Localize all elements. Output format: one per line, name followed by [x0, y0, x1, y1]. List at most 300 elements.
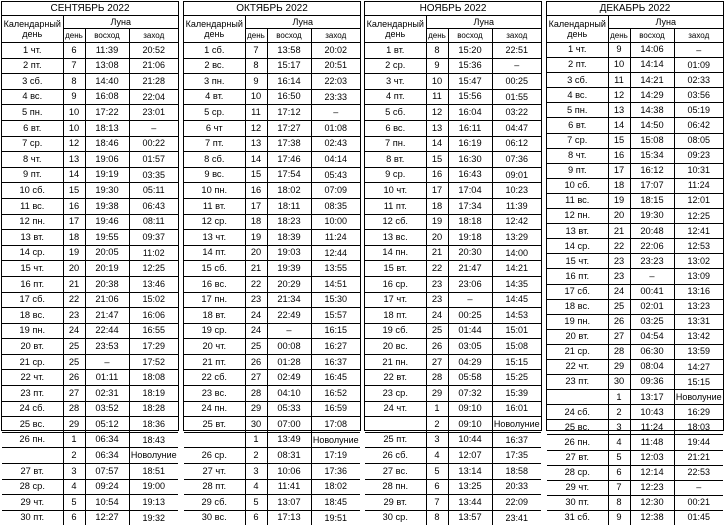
moon-day: 7 — [426, 495, 448, 511]
moon-day: 14 — [63, 167, 85, 183]
moonrise-time: 13:08 — [85, 58, 129, 74]
moonset-time: 02:43 — [311, 136, 360, 152]
calendar-day: 13 вт. — [547, 224, 608, 239]
month-title: СЕНТЯБРЬ 2022 — [2, 2, 178, 16]
moon-day: 15 — [245, 167, 267, 183]
moonset-time: 18:58 — [492, 464, 541, 480]
moonrise-time: 20:38 — [85, 276, 129, 292]
moonset-time: 08:35 — [311, 198, 360, 214]
moon-day: 16 — [245, 183, 267, 199]
moonrise-time: 15:56 — [448, 89, 492, 105]
moonrise-time: 13:58 — [267, 43, 311, 59]
moon-day: 7 — [63, 58, 85, 74]
moon-day: 6 — [63, 510, 85, 525]
table-row — [365, 43, 541, 59]
table-row — [365, 120, 541, 136]
table-row — [547, 435, 723, 450]
table-row — [547, 329, 723, 344]
calendar-day: 5 ср. — [184, 105, 245, 121]
calendar-day: 29 чт. — [2, 495, 63, 511]
moonrise-time: 02:31 — [85, 386, 129, 402]
calendar-day — [365, 417, 426, 433]
moon-day: 25 — [63, 339, 85, 355]
moonrise-time: 17:04 — [448, 183, 492, 199]
calendar-day: 7 ср. — [547, 133, 608, 148]
calendar-day: 8 сб. — [184, 152, 245, 168]
calendar-day: 7 пн. — [365, 136, 426, 152]
moon-day: 10 — [608, 58, 630, 73]
moonset-time: 16:29 — [674, 405, 723, 420]
moon-day: 15 — [63, 183, 85, 199]
table-row — [547, 480, 723, 495]
moonrise-time: 13:57 — [448, 510, 492, 525]
moonset-time: 10:23 — [492, 183, 541, 199]
moon-day: 20 — [426, 230, 448, 246]
moonrise-time: 14:06 — [630, 43, 674, 58]
calendar-day: 17 сб. — [2, 292, 63, 308]
moonrise-time: 01:44 — [448, 323, 492, 339]
moonrise-time: 20:29 — [267, 276, 311, 292]
table-row — [547, 148, 723, 163]
calendar-day: 22 сб. — [184, 370, 245, 386]
table-row — [365, 292, 541, 308]
calendar-day: 16 пт. — [2, 276, 63, 292]
moon-day: 4 — [608, 435, 630, 450]
calendar-day: 1 чт. — [2, 43, 63, 59]
moonrise-time: 13:17 — [630, 390, 674, 405]
table-row — [184, 464, 360, 480]
calendar-day: 20 чт. — [184, 339, 245, 355]
moonrise-time: 16:08 — [85, 89, 129, 105]
moonrise-time: 17:22 — [85, 105, 129, 121]
table-row — [365, 495, 541, 511]
moonset-time: 18:08 — [129, 370, 178, 386]
calendar-day: 5 сб. — [365, 105, 426, 121]
calendar-day: 17 сб. — [547, 284, 608, 299]
calendar-day: 11 пт. — [365, 198, 426, 214]
moonset-time: 01:55 — [492, 89, 541, 105]
table-row — [547, 254, 723, 269]
moonrise-time: 03:25 — [630, 314, 674, 329]
moonset-time: 06:12 — [492, 136, 541, 152]
moonset-time: 13:59 — [674, 344, 723, 359]
calendar-day: 26 ср. — [184, 448, 245, 464]
table-row — [2, 495, 178, 511]
moon-day-header: день — [245, 29, 267, 43]
moonrise-time: 16:50 — [267, 89, 311, 105]
moonrise-time: 18:02 — [267, 183, 311, 199]
moon-day: 16 — [63, 198, 85, 214]
moonset-time: 03:35 — [129, 167, 178, 183]
moonset-time: 00:21 — [674, 495, 723, 510]
moon-day: 13 — [426, 120, 448, 136]
moon-day: 20 — [245, 245, 267, 261]
moonrise-time: 16:19 — [448, 136, 492, 152]
calendar-day: 25 вс. — [547, 420, 608, 435]
calendar-day: 12 сб. — [365, 214, 426, 230]
moon-day: 27 — [426, 354, 448, 370]
moonset-time: 15:25 — [492, 370, 541, 386]
moon-day: 24 — [426, 308, 448, 324]
table-row — [2, 370, 178, 386]
moonset-time: 19:44 — [674, 435, 723, 450]
table-row — [547, 239, 723, 254]
calendar-day: 4 пт. — [365, 89, 426, 105]
moonset-header: заход — [311, 29, 360, 43]
moonset-time: 06:42 — [674, 118, 723, 133]
moon-day: 20 — [63, 261, 85, 277]
calendar-day: 10 пн. — [184, 183, 245, 199]
table-row — [2, 292, 178, 308]
moonset-time: 15:15 — [492, 354, 541, 370]
moonrise-time: 12:07 — [448, 448, 492, 464]
calendar-day-header: Календарный день — [365, 16, 426, 43]
moonrise-time: 12:14 — [630, 465, 674, 480]
calendar-day: 27 вт. — [2, 464, 63, 480]
moon-day: 14 — [245, 152, 267, 168]
moonset-time: 22:53 — [674, 465, 723, 480]
table-row — [547, 58, 723, 73]
moonset-time: 20:33 — [492, 479, 541, 495]
moon-day: 1 — [245, 432, 267, 448]
moonrise-time: 19:55 — [85, 230, 129, 246]
month-title: НОЯБРЬ 2022 — [365, 2, 541, 16]
moon-day: 15 — [426, 152, 448, 168]
moonrise-time: 19:30 — [630, 209, 674, 224]
moonrise-time: 12:38 — [630, 510, 674, 525]
table-row — [2, 323, 178, 339]
moon-day: 22 — [63, 292, 85, 308]
moonset-time: 23:01 — [129, 105, 178, 121]
moonrise-time: 09:10 — [448, 401, 492, 417]
table-row — [547, 344, 723, 359]
moonset-time: 19:32 — [142, 512, 166, 523]
table-row — [2, 105, 178, 121]
calendar-day: 19 пн. — [2, 323, 63, 339]
moonset-time: 14:53 — [492, 308, 541, 324]
calendar-day: 12 ср. — [184, 214, 245, 230]
moonset-time: 22:51 — [492, 43, 541, 59]
table-row — [184, 198, 360, 214]
moonset-header: заход — [674, 29, 723, 43]
moonrise-time: 22:49 — [267, 308, 311, 324]
moonset-time: 20:02 — [311, 43, 360, 59]
table-row — [184, 58, 360, 74]
moonrise-time: 19:03 — [267, 245, 311, 261]
moon-day: 12 — [63, 136, 85, 152]
moon-day: 19 — [426, 214, 448, 230]
moon-day: 16 — [608, 148, 630, 163]
moon-day-header: день — [608, 29, 630, 43]
table-row — [365, 89, 541, 105]
moonrise-time: 00:25 — [448, 308, 492, 324]
table-row — [547, 450, 723, 465]
table-row — [2, 230, 178, 246]
moonrise-time: 13:14 — [448, 464, 492, 480]
table-row — [2, 74, 178, 90]
moonset-time: 11:24 — [674, 178, 723, 193]
moonrise-time: 19:18 — [448, 230, 492, 246]
moonset-time: 18:43 — [129, 432, 178, 448]
table-row — [2, 214, 178, 230]
calendar-day: 23 пт. — [2, 386, 63, 402]
moon-day: 11 — [426, 89, 448, 105]
moonrise-time: 13:49 — [267, 432, 311, 448]
moonrise-time: 18:39 — [267, 230, 311, 246]
calendar-day: 10 чт. — [365, 183, 426, 199]
moonset-time: Новолуние — [311, 432, 360, 448]
calendar-day: 16 вс. — [184, 276, 245, 292]
moonset-time: 13:09 — [674, 269, 723, 284]
calendar-day: 24 сб. — [2, 401, 63, 417]
table-row — [2, 479, 178, 495]
moonset-time: 16:55 — [129, 323, 178, 339]
moonrise-time: 04:10 — [267, 386, 311, 402]
moon-day: 30 — [245, 417, 267, 433]
table-row — [184, 136, 360, 152]
table-row — [2, 510, 178, 525]
table-row — [547, 118, 723, 133]
table-row — [365, 370, 541, 386]
moon-day: 22 — [608, 239, 630, 254]
moonset-time: 17:08 — [311, 417, 360, 433]
calendar-day — [184, 432, 245, 448]
moonrise-time: 17:13 — [267, 510, 311, 525]
moon-day: 19 — [245, 230, 267, 246]
moonrise-time: 19:19 — [85, 167, 129, 183]
calendar-day: 14 ср. — [547, 239, 608, 254]
moonset-time: 12:53 — [674, 239, 723, 254]
moonset-time: 17:29 — [129, 339, 178, 355]
moon-day: 6 — [426, 479, 448, 495]
table-row — [184, 167, 360, 183]
moonrise-time: 10:54 — [85, 495, 129, 511]
table-row — [184, 74, 360, 90]
moonset-time: 13:55 — [311, 261, 360, 277]
calendar-day: 21 пт. — [184, 354, 245, 370]
table-row — [184, 323, 360, 339]
moon-day: 29 — [426, 386, 448, 402]
calendar-day-header: Календарный день — [2, 16, 63, 43]
moonrise-time: 14:21 — [630, 73, 674, 88]
calendar-day: 23 вс. — [184, 386, 245, 402]
moonset-time: 00:22 — [129, 136, 178, 152]
calendar-day: 30 пт. — [547, 495, 608, 510]
moonrise-time: 15:08 — [630, 133, 674, 148]
moonrise-time: 09:36 — [630, 375, 674, 390]
moonset-time: 05:19 — [674, 103, 723, 118]
moonrise-time: 17:27 — [267, 120, 311, 136]
table-row — [2, 136, 178, 152]
calendar-day: 25 вс. — [2, 417, 63, 433]
moon-header: Луна — [63, 16, 178, 29]
moonrise-time: 14:40 — [85, 74, 129, 90]
table-row — [2, 245, 178, 261]
table-row — [547, 163, 723, 178]
moonset-time: – — [674, 480, 723, 495]
moon-day: 23 — [608, 254, 630, 269]
table-row — [547, 178, 723, 193]
calendar-day: 8 вт. — [365, 152, 426, 168]
month-table — [364, 1, 542, 523]
calendar-day: 27 чт. — [184, 464, 245, 480]
moon-day: 10 — [63, 120, 85, 136]
month-grid — [184, 2, 360, 525]
calendar-day: 23 пт. — [547, 375, 608, 390]
table-row — [2, 167, 178, 183]
table-row — [547, 420, 723, 435]
moonrise-time: 15:47 — [448, 74, 492, 90]
moon-day: 1 — [426, 401, 448, 417]
calendar-day: 6 вт. — [2, 120, 63, 136]
moonrise-time: 17:54 — [267, 167, 311, 183]
table-row — [184, 417, 360, 433]
moonset-time: 08:05 — [674, 133, 723, 148]
table-row — [365, 230, 541, 246]
moonset-time: 07:36 — [492, 152, 541, 168]
calendar-day: 2 ср. — [365, 58, 426, 74]
moon-day: 10 — [63, 105, 85, 121]
table-row — [2, 386, 178, 402]
moonrise-time: 15:36 — [448, 58, 492, 74]
moonset-time: – — [674, 43, 723, 58]
moonset-time: 21:28 — [129, 74, 178, 90]
moon-day: 18 — [245, 214, 267, 230]
table-row — [547, 495, 723, 510]
moonset-time: 07:09 — [311, 183, 360, 199]
moonset-time: 01:09 — [674, 58, 723, 73]
moon-day: 4 — [63, 479, 85, 495]
moon-day: 22 — [426, 261, 448, 277]
moonset-time: – — [311, 105, 360, 121]
moon-day: 4 — [245, 479, 267, 495]
moonset-time: 13:42 — [674, 329, 723, 344]
moonrise-time: 03:52 — [85, 401, 129, 417]
moon-day: 25 — [426, 323, 448, 339]
moon-day: 23 — [426, 292, 448, 308]
moonrise-time: – — [85, 354, 129, 370]
moon-day: 29 — [63, 417, 85, 433]
calendar-day: 15 сб. — [184, 261, 245, 277]
calendar-day: 21 ср. — [547, 344, 608, 359]
moonrise-time: 11:41 — [267, 479, 311, 495]
moonrise-time: 21:47 — [448, 261, 492, 277]
moonrise-time: 07:57 — [85, 464, 129, 480]
table-row — [184, 276, 360, 292]
table-row — [184, 89, 360, 105]
moon-day: 3 — [426, 432, 448, 448]
table-row — [547, 209, 723, 224]
moonset-time: 16:15 — [311, 323, 360, 339]
moon-day: 6 — [63, 43, 85, 59]
moonrise-time: 18:15 — [630, 193, 674, 208]
moonset-time: 15:57 — [311, 308, 360, 324]
moonrise-time: 09:24 — [85, 479, 129, 495]
moon-day: 14 — [426, 136, 448, 152]
calendar-day: 21 ср. — [2, 354, 63, 370]
calendar-day: 28 пн. — [365, 479, 426, 495]
moon-day: 28 — [426, 370, 448, 386]
table-row — [365, 245, 541, 261]
calendar-day: 12 пн. — [2, 214, 63, 230]
moon-day: 9 — [63, 89, 85, 105]
moonrise-header: восход — [267, 29, 311, 43]
calendar-day: 14 пн. — [365, 245, 426, 261]
calendar-day: 5 пн. — [2, 105, 63, 121]
moon-day: 9 — [608, 510, 630, 525]
table-row — [2, 183, 178, 199]
moonset-time: 13:16 — [674, 284, 723, 299]
table-row — [547, 359, 723, 374]
moonset-time: 13:31 — [674, 314, 723, 329]
moon-day: 22 — [245, 276, 267, 292]
table-row — [184, 479, 360, 495]
moonset-time: 14:51 — [311, 276, 360, 292]
moon-day: 9 — [245, 74, 267, 90]
calendar-day: 1 вт. — [365, 43, 426, 59]
table-row — [2, 354, 178, 370]
table-row — [184, 245, 360, 261]
moonrise-time: 14:29 — [630, 88, 674, 103]
moon-day: 3 — [245, 464, 267, 480]
calendar-day: 19 ср. — [184, 323, 245, 339]
table-row — [365, 432, 541, 448]
calendar-day: 16 пт. — [547, 269, 608, 284]
moonset-time: 05:43 — [311, 167, 360, 183]
moonset-time: 14:00 — [492, 245, 541, 261]
moonrise-time: 07:00 — [267, 417, 311, 433]
moonset-time: 18:02 — [311, 479, 360, 495]
moonrise-time: 14:50 — [630, 118, 674, 133]
table-row — [365, 198, 541, 214]
moonrise-time: 11:39 — [85, 43, 129, 59]
moon-day: 2 — [426, 417, 448, 433]
moonrise-time: 06:34 — [85, 432, 129, 448]
moon-day: 7 — [245, 43, 267, 59]
moonrise-time: 14:14 — [630, 58, 674, 73]
moonset-time: 15:30 — [311, 292, 360, 308]
moonrise-time: 17:34 — [448, 198, 492, 214]
calendar-day: 9 ср. — [365, 167, 426, 183]
calendar-day: 9 пт. — [547, 163, 608, 178]
moon-day: 29 — [608, 359, 630, 374]
table-row — [2, 152, 178, 168]
moonset-time: 01:08 — [311, 120, 360, 136]
moonrise-time: 00:41 — [630, 284, 674, 299]
moonrise-time: 17:07 — [630, 178, 674, 193]
table-row — [365, 136, 541, 152]
table-row — [184, 152, 360, 168]
moon-day: 10 — [245, 89, 267, 105]
calendar-day: 8 чт. — [2, 152, 63, 168]
moonset-time: Новолуние — [129, 448, 178, 464]
table-row — [547, 375, 723, 390]
calendar-day: 26 пн. — [547, 435, 608, 450]
table-row — [365, 417, 541, 433]
month-grid — [365, 2, 541, 525]
calendar-day: 13 вс. — [365, 230, 426, 246]
moonset-time: 21:06 — [129, 58, 178, 74]
calendar-day: 18 вс. — [547, 299, 608, 314]
moon-day: 5 — [63, 495, 85, 511]
table-row — [2, 89, 178, 105]
moonset-time: 16:52 — [311, 386, 360, 402]
calendar-day: 6 вс. — [365, 120, 426, 136]
table-row — [547, 465, 723, 480]
table-row — [365, 354, 541, 370]
moonset-time: 10:00 — [311, 214, 360, 230]
moonset-time: 09:01 — [492, 167, 541, 183]
